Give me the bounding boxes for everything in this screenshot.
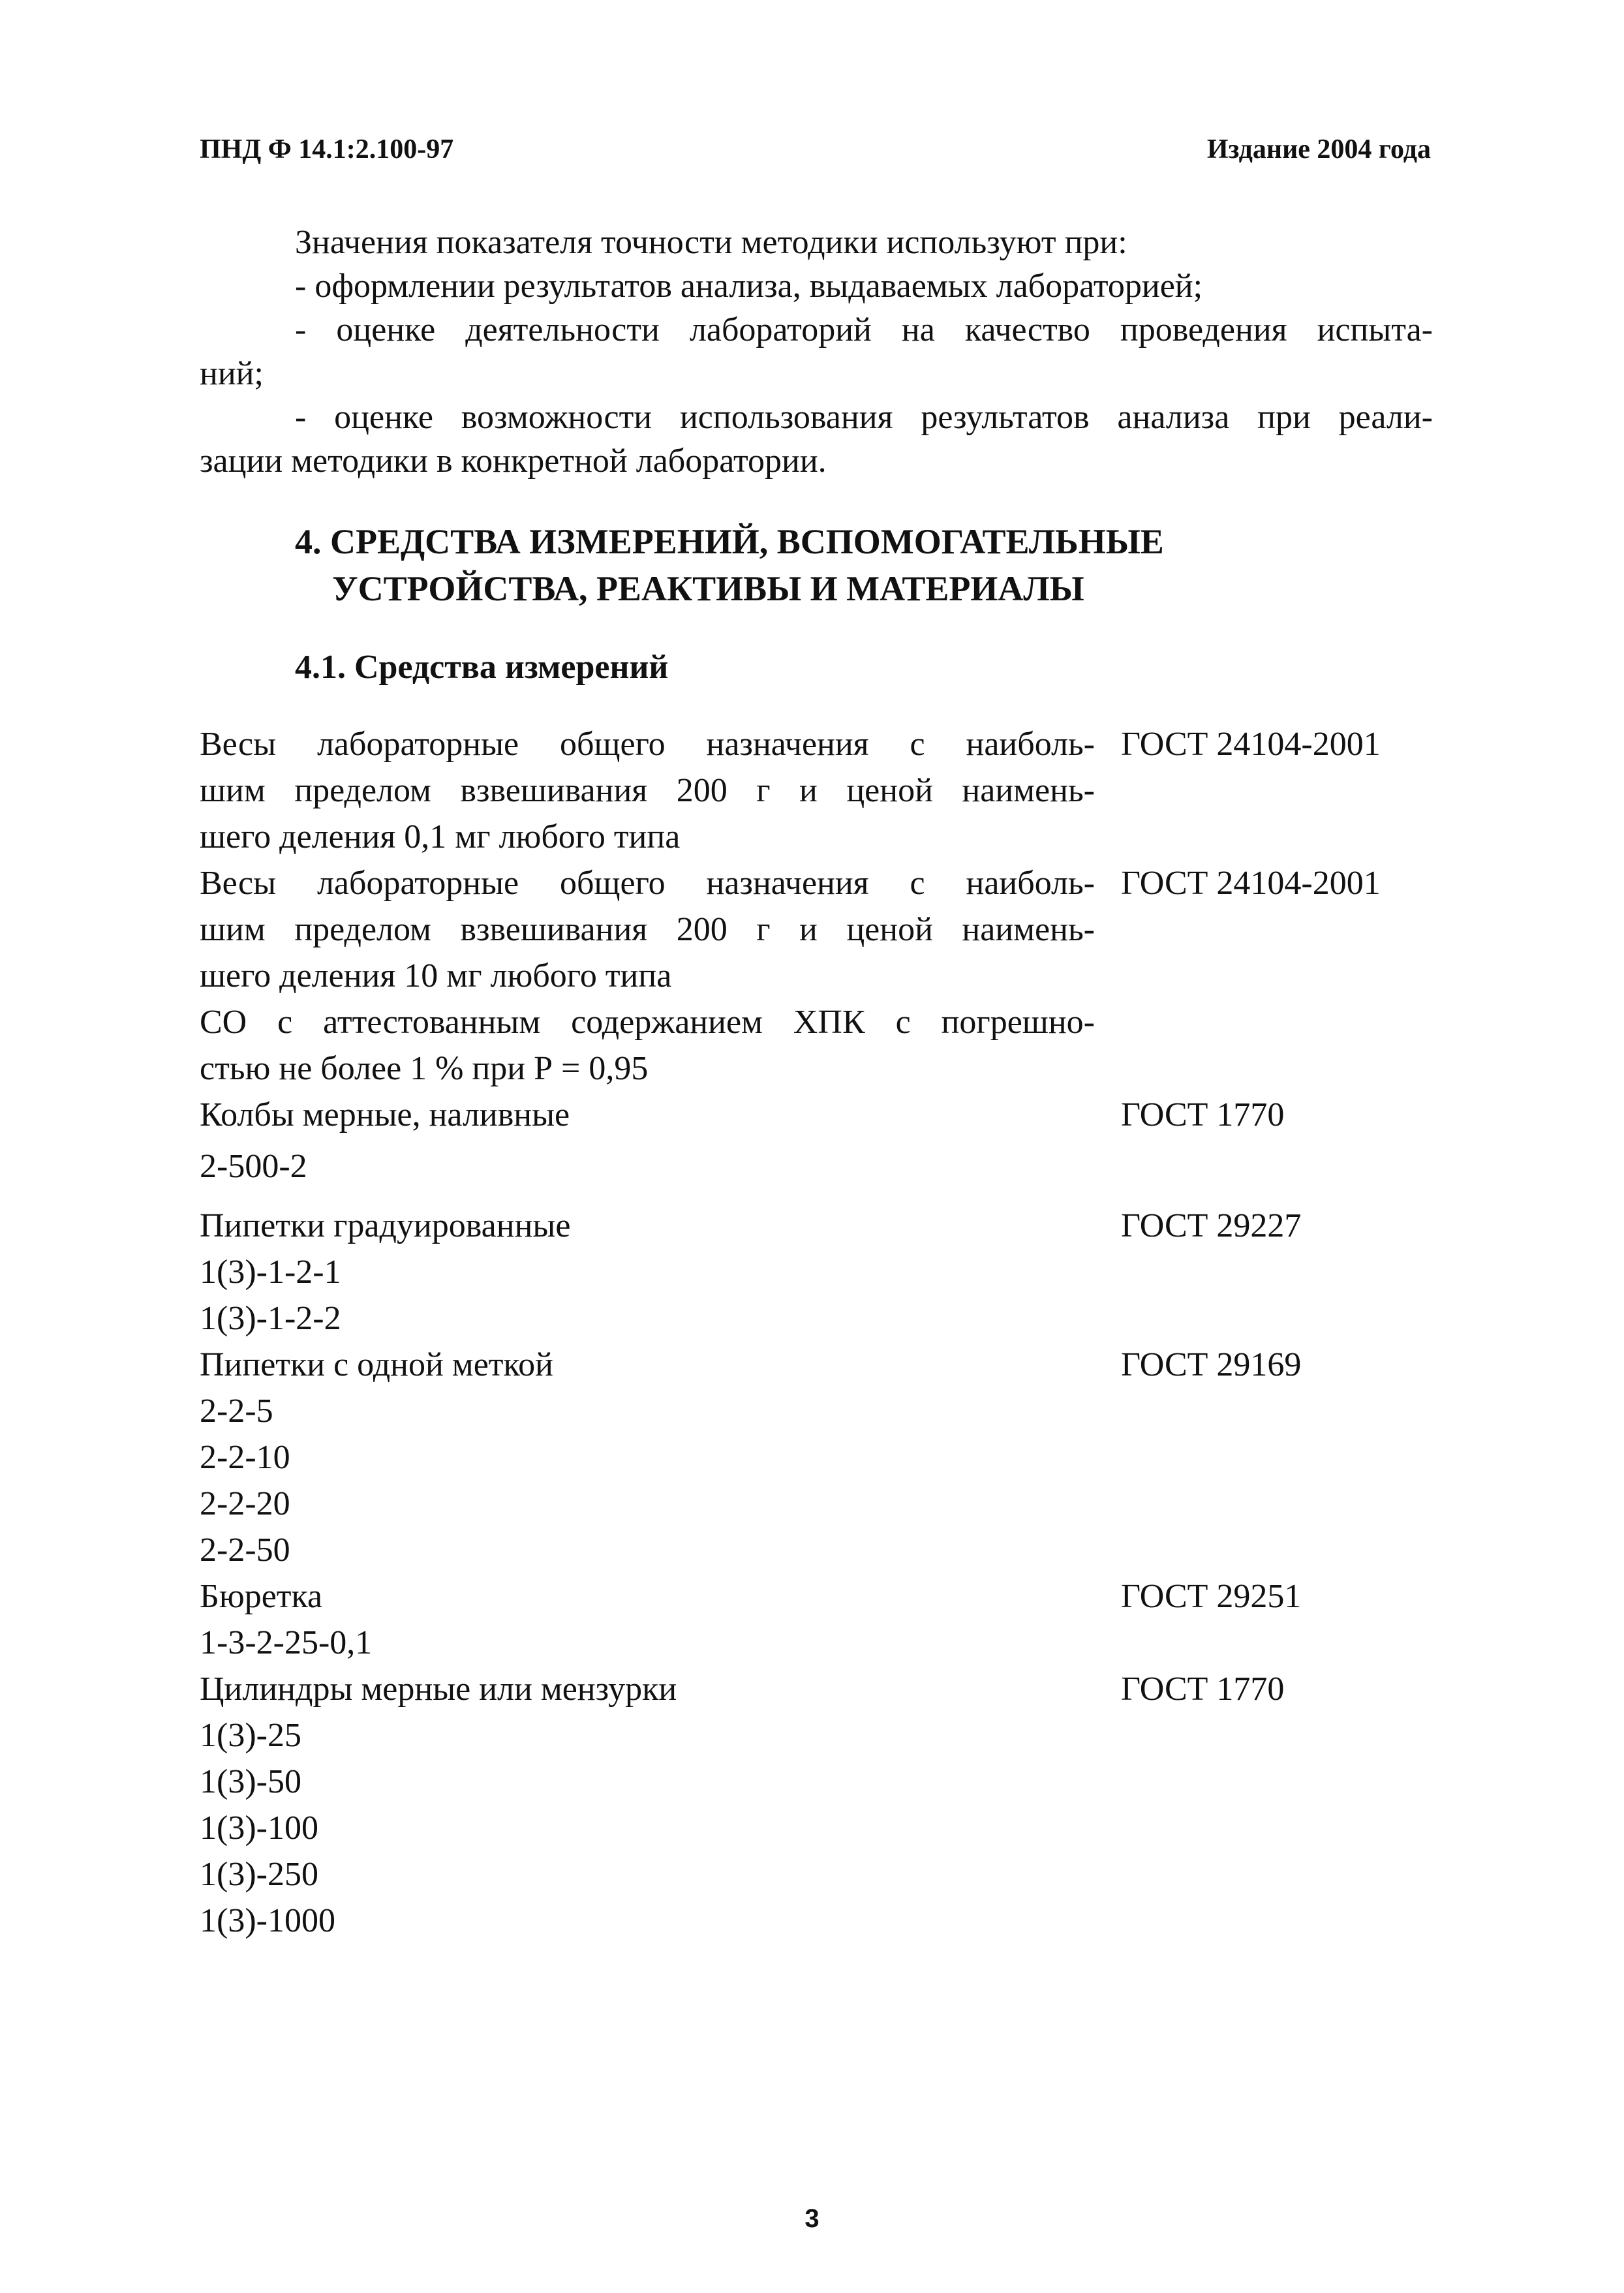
document-code: ПНД Ф 14.1:2.100-97: [200, 134, 454, 164]
item-line: шего деления 0,1 мг любого типа: [200, 818, 681, 855]
item-line: шего деления 10 мг любого типа: [200, 957, 672, 994]
item-line: Цилиндры мерные или мензурки: [200, 1670, 677, 1708]
list-item: [200, 1573, 1439, 1666]
item-line: Пипетки градуированные: [200, 1207, 571, 1244]
item-standard: ГОСТ 29227: [1121, 1207, 1302, 1244]
list-item: [200, 1092, 1439, 1190]
item-description: [200, 1092, 1095, 1190]
item-line: СО с аттестованным содержанием ХПК с погрешно-: [200, 1004, 1095, 1041]
item-line: Пипетки с одной меткой: [200, 1346, 553, 1383]
list-item: [200, 1666, 1439, 1944]
item-line: Колбы мерные, наливные: [200, 1096, 570, 1133]
item-description: [200, 1342, 1095, 1573]
section-title: [295, 518, 1164, 612]
intro-text: [200, 221, 1433, 483]
item-line: 1(3)-1-2-2: [200, 1300, 341, 1337]
intro-line: - оформлении результатов анализа, выдаваемых лабораторией;: [295, 268, 1203, 305]
item-description: [200, 1573, 1095, 1666]
list-item: [200, 999, 1439, 1092]
subsection-title: 4.1. Средства измерений: [295, 649, 669, 686]
item-standard: ГОСТ 29169: [1121, 1346, 1302, 1383]
page-number: 3: [804, 2204, 820, 2233]
list-item: [200, 1203, 1439, 1342]
list-item: [200, 860, 1439, 999]
item-line: 2-2-20: [200, 1485, 290, 1522]
item-line: 1-3-2-25-0,1: [200, 1624, 373, 1661]
item-description: [200, 1666, 1095, 1944]
item-standard: ГОСТ 24104-2001: [1121, 865, 1381, 902]
item-line: 1(3)-1000: [200, 1902, 335, 1939]
item-description: [200, 721, 1095, 860]
item-line: Бюретка: [200, 1578, 323, 1615]
intro-line: зации методики в конкретной лаборатории.: [200, 442, 827, 480]
intro-line: Значения показателя точности методики используют при:: [295, 224, 1127, 261]
intro-line: - оценке возможности использования результатов анализа при реали-: [295, 399, 1433, 436]
item-line: Весы лабораторные общего назначения с наиболь-: [200, 865, 1095, 902]
equipment-list: [200, 721, 1439, 1944]
item-line: 1(3)-1-2-1: [200, 1254, 341, 1291]
item-standard: ГОСТ 29251: [1121, 1578, 1302, 1615]
list-item: [200, 1342, 1439, 1573]
intro-line: ний;: [200, 355, 264, 392]
item-line: 1(3)-250: [200, 1856, 318, 1893]
item-description: [200, 860, 1095, 999]
item-standard: ГОСТ 1770: [1121, 1096, 1285, 1133]
item-line: 2-2-5: [200, 1393, 273, 1430]
item-line: 1(3)-50: [200, 1763, 301, 1800]
item-line: 2-500-2: [200, 1148, 307, 1185]
item-line: стью не более 1 % при Р = 0,95: [200, 1050, 649, 1087]
item-description: [200, 999, 1095, 1092]
item-line: 1(3)-25: [200, 1717, 301, 1754]
item-standard: ГОСТ 1770: [1121, 1670, 1285, 1708]
item-standard: ГОСТ 24104-2001: [1121, 726, 1381, 763]
item-line: 2-2-50: [200, 1531, 290, 1569]
section-title-line: УСТРОЙСТВА, РЕАКТИВЫ И МАТЕРИАЛЫ: [332, 569, 1084, 608]
section-title-line: 4. СРЕДСТВА ИЗМЕРЕНИЙ, ВСПОМОГАТЕЛЬНЫЕ: [295, 522, 1164, 561]
item-line: 1(3)-100: [200, 1809, 318, 1847]
item-line: 2-2-10: [200, 1439, 290, 1476]
item-description: [200, 1203, 1095, 1342]
item-line: Весы лабораторные общего назначения с наиболь-: [200, 726, 1095, 763]
item-line: шим пределом взвешивания 200 г и ценой наимень-: [200, 772, 1095, 809]
list-item: [200, 721, 1439, 860]
item-line: шим пределом взвешивания 200 г и ценой наимень-: [200, 911, 1095, 948]
intro-line: - оценке деятельности лабораторий на качество проведения испыта-: [295, 311, 1433, 348]
edition-label: Издание 2004 года: [1206, 134, 1431, 164]
